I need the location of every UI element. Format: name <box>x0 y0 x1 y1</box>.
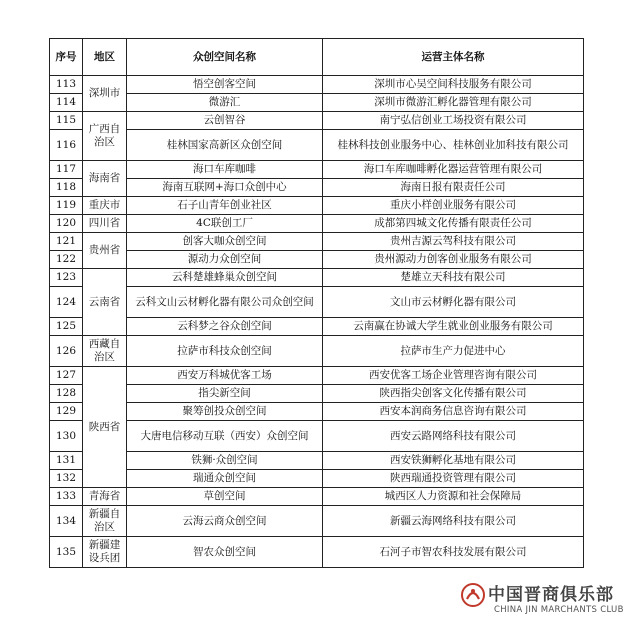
table-row <box>50 76 584 94</box>
table-row <box>50 488 584 506</box>
cell-no: 132 <box>50 470 83 488</box>
cell-operator-name: 深圳市心吴空间科技服务有限公司 <box>323 76 584 94</box>
cell-space-name: 草创空间 <box>127 488 323 506</box>
cell-operator-name: 城西区人力资源和社会保障局 <box>323 488 584 506</box>
cell-space-name: 聚筹创投众创空间 <box>127 403 323 421</box>
cell-space-name: 铁狮·众创空间 <box>127 452 323 470</box>
cell-region: 贵州省 <box>83 233 127 269</box>
cell-operator-name: 桂林科技创业服务中心、桂林创业加科技有限公司 <box>323 130 584 161</box>
table-row <box>50 161 584 179</box>
cell-no: 118 <box>50 179 83 197</box>
table-row <box>50 215 584 233</box>
cell-space-name: 云科文山云材孵化器有限公司众创空间 <box>127 287 323 318</box>
cell-no: 135 <box>50 537 83 568</box>
table-row <box>50 94 584 112</box>
cell-space-name: 拉萨市科技众创空间 <box>127 336 323 367</box>
watermark-cn: 中国晋商俱乐部 <box>488 585 614 605</box>
cell-space-name: 创客大咖众创空间 <box>127 233 323 251</box>
watermark <box>460 578 630 628</box>
cell-space-name: 悟空创客空间 <box>127 76 323 94</box>
header-operator-name: 运营主体名称 <box>323 39 584 76</box>
cell-operator-name: 陕西指尖创客文化传播有限公司 <box>323 385 584 403</box>
cell-region: 青海省 <box>83 488 127 506</box>
cell-no: 133 <box>50 488 83 506</box>
cell-operator-name: 西安铁狮孵化基地有限公司 <box>323 452 584 470</box>
table-row <box>50 470 584 488</box>
enterprise-table <box>49 38 584 568</box>
cell-no: 125 <box>50 318 83 336</box>
cell-space-name: 指尖新空间 <box>127 385 323 403</box>
cell-region: 西藏自治区 <box>83 336 127 367</box>
cell-region: 深圳市 <box>83 76 127 112</box>
cell-no: 113 <box>50 76 83 94</box>
cell-region: 新疆建设兵团 <box>83 537 127 568</box>
table-row <box>50 269 584 287</box>
cell-no: 120 <box>50 215 83 233</box>
cell-no: 116 <box>50 130 83 161</box>
club-logo-icon <box>460 582 486 608</box>
cell-space-name: 西安万科城优客工场 <box>127 367 323 385</box>
cell-space-name: 云科楚雄蜂巢众创空间 <box>127 269 323 287</box>
cell-space-name: 云科梦之谷众创空间 <box>127 318 323 336</box>
cell-no: 131 <box>50 452 83 470</box>
watermark-en: CHINA JIN MARCHANTS CLUB <box>494 605 624 615</box>
cell-operator-name: 楚雄立天科技有限公司 <box>323 269 584 287</box>
cell-region: 陕西省 <box>83 367 127 488</box>
cell-no: 126 <box>50 336 83 367</box>
cell-no: 117 <box>50 161 83 179</box>
cell-space-name: 智农众创空间 <box>127 537 323 568</box>
table-body <box>50 76 584 568</box>
cell-no: 124 <box>50 287 83 318</box>
table-row <box>50 179 584 197</box>
table-row <box>50 367 584 385</box>
cell-operator-name: 贵州吉源云驾科技有限公司 <box>323 233 584 251</box>
table-row <box>50 130 584 161</box>
table-row <box>50 197 584 215</box>
cell-operator-name: 石河子市智农科技发展有限公司 <box>323 537 584 568</box>
cell-space-name: 瑞通众创空间 <box>127 470 323 488</box>
table-row <box>50 233 584 251</box>
cell-operator-name: 西安本润商务信息咨询有限公司 <box>323 403 584 421</box>
table-row <box>50 452 584 470</box>
cell-space-name: 大唐电信移动互联（西安）众创空间 <box>127 421 323 452</box>
table-row <box>50 403 584 421</box>
cell-space-name: 石子山青年创业社区 <box>127 197 323 215</box>
cell-space-name: 4C联创工厂 <box>127 215 323 233</box>
table-row <box>50 318 584 336</box>
cell-operator-name: 深圳市微游汇孵化器管理有限公司 <box>323 94 584 112</box>
cell-no: 114 <box>50 94 83 112</box>
cell-no: 129 <box>50 403 83 421</box>
cell-space-name: 云海云商众创空间 <box>127 506 323 537</box>
cell-operator-name: 西安云路网络科技有限公司 <box>323 421 584 452</box>
cell-no: 122 <box>50 251 83 269</box>
cell-region: 四川省 <box>83 215 127 233</box>
cell-no: 121 <box>50 233 83 251</box>
table-row <box>50 385 584 403</box>
cell-operator-name: 西安优客工场企业管理咨询有限公司 <box>323 367 584 385</box>
cell-operator-name: 陕西瑞通投资管理有限公司 <box>323 470 584 488</box>
header-space-name: 众创空间名称 <box>127 39 323 76</box>
table-header-row <box>50 39 584 76</box>
cell-operator-name: 海南日报有限责任公司 <box>323 179 584 197</box>
table-row <box>50 112 584 130</box>
cell-operator-name: 重庆小样创业服务有限公司 <box>323 197 584 215</box>
cell-operator-name: 成都第四城文化传播有限责任公司 <box>323 215 584 233</box>
cell-region: 重庆市 <box>83 197 127 215</box>
cell-region: 云南省 <box>83 269 127 336</box>
table-row <box>50 336 584 367</box>
cell-operator-name: 拉萨市生产力促进中心 <box>323 336 584 367</box>
header-no: 序号 <box>50 39 83 76</box>
table-row <box>50 537 584 568</box>
header-region: 地区 <box>83 39 127 76</box>
cell-no: 127 <box>50 367 83 385</box>
cell-operator-name: 贵州源动力创客创业服务有限公司 <box>323 251 584 269</box>
cell-operator-name: 海口车库咖啡孵化器运营管理有限公司 <box>323 161 584 179</box>
cell-no: 134 <box>50 506 83 537</box>
cell-no: 128 <box>50 385 83 403</box>
cell-no: 115 <box>50 112 83 130</box>
cell-space-name: 源动力众创空间 <box>127 251 323 269</box>
cell-region: 新疆自治区 <box>83 506 127 537</box>
cell-operator-name: 南宁弘信创业工场投资有限公司 <box>323 112 584 130</box>
cell-region: 海南省 <box>83 161 127 197</box>
cell-operator-name: 新疆云海网络科技有限公司 <box>323 506 584 537</box>
cell-no: 119 <box>50 197 83 215</box>
cell-space-name: 海南互联网+海口众创中心 <box>127 179 323 197</box>
table-row <box>50 287 584 318</box>
cell-space-name: 桂林国家高新区众创空间 <box>127 130 323 161</box>
table-row <box>50 421 584 452</box>
table-row <box>50 506 584 537</box>
cell-space-name: 云创智谷 <box>127 112 323 130</box>
cell-no: 123 <box>50 269 83 287</box>
table-row <box>50 251 584 269</box>
cell-operator-name: 文山市云材孵化器有限公司 <box>323 287 584 318</box>
cell-no: 130 <box>50 421 83 452</box>
cell-space-name: 海口车库咖啡 <box>127 161 323 179</box>
cell-operator-name: 云南赢在协诚大学生就业创业服务有限公司 <box>323 318 584 336</box>
cell-space-name: 微游汇 <box>127 94 323 112</box>
cell-region: 广西自治区 <box>83 112 127 161</box>
